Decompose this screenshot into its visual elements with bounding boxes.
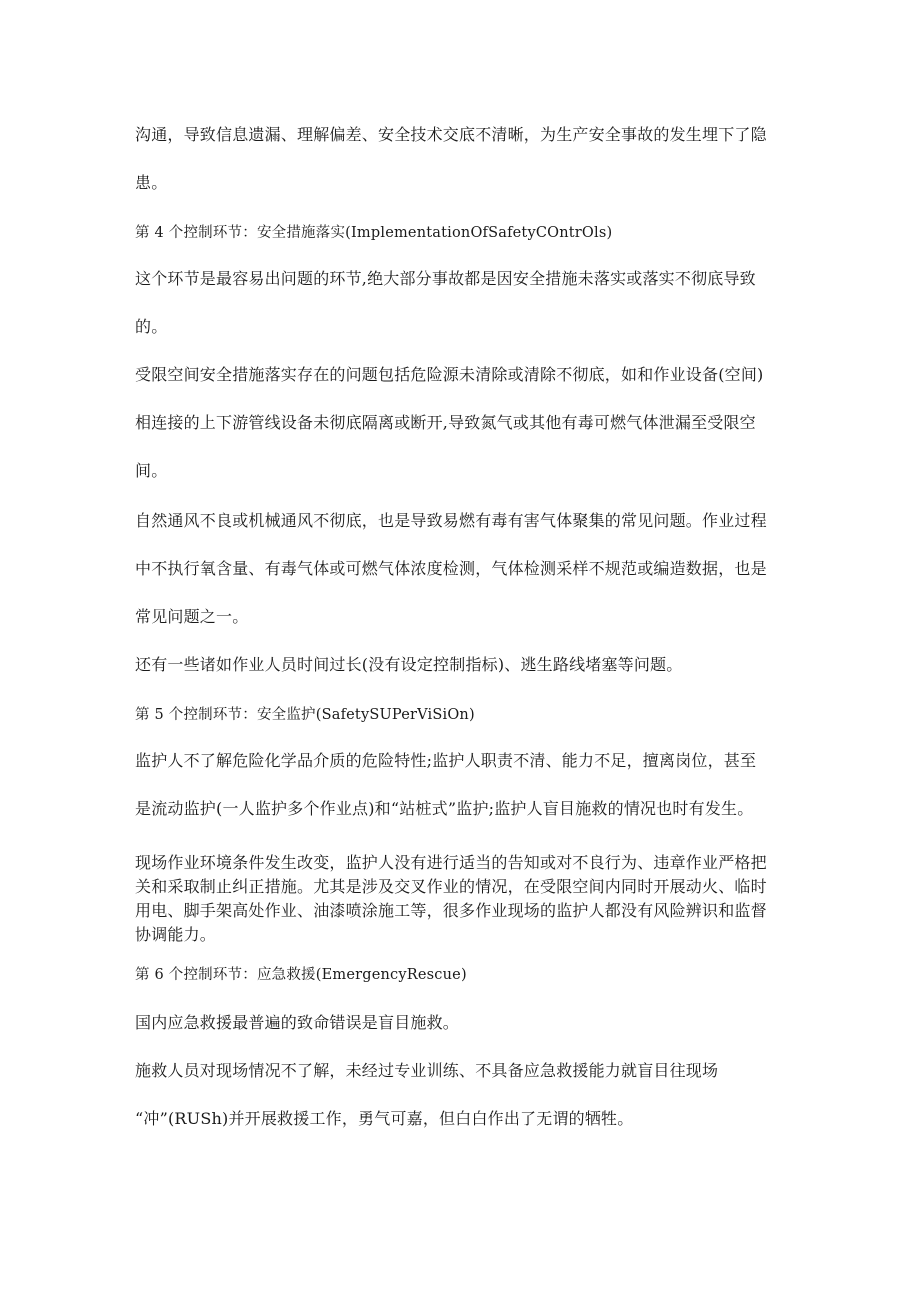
paragraph-line: 现场作业环境条件发生改变，监护人没有进行适当的告知或对不良行为、违章作业严格把 xyxy=(135,853,767,872)
paragraph-line: “冲”(RUSh)并开展救援工作，勇气可嘉，但白白作出了无谓的牺牲。 xyxy=(135,1109,634,1128)
paragraph-line: 用电、脚手架高处作业、油漆喷涂施工等，很多作业现场的监护人都没有风险辨识和监督 xyxy=(135,901,767,920)
paragraph-line: 沟通，导致信息遗漏、理解偏差、安全技术交底不清晰，为生产安全事故的发生埋下了隐 xyxy=(135,125,767,144)
paragraph-line: 受限空间安全措施落实存在的问题包括危险源未清除或清除不彻底，如和作业设备(空间) xyxy=(135,365,764,384)
paragraph-line: 这个环节是最容易出问题的环节,绝大部分事故都是因安全措施未落实或落实不彻底导致 xyxy=(135,269,756,288)
paragraph-line: 患。 xyxy=(135,173,168,192)
paragraph-line: 自然通风不良或机械通风不彻底，也是导致易燃有毒有害气体聚集的常见问题。作业过程 xyxy=(135,511,767,530)
paragraph-line: 中不执行氧含量、有毒气体或可燃气体浓度检测，气体检测采样不规范或编造数据，也是 xyxy=(135,559,767,578)
paragraph-line: 还有一些诸如作业人员时间过长(没有设定控制指标)、逃生路线堵塞等问题。 xyxy=(135,655,683,674)
section-heading: 第 5 个控制环节：安全监护(SafetySUPerViSiOn) xyxy=(135,707,475,723)
paragraph-line: 协调能力。 xyxy=(135,925,217,944)
section-heading: 第 4 个控制环节：安全措施落实(ImplementationOfSafetyCOntrOls) xyxy=(135,225,613,241)
paragraph-line: 施救人员对现场情况不了解，未经过专业训练、不具备应急救援能力就盲目往现场 xyxy=(135,1061,719,1080)
paragraph-line: 相连接的上下游管线设备未彻底隔离或断开,导致氮气或其他有毒可燃气体泄漏至受限空 xyxy=(135,413,756,432)
paragraph-line: 关和采取制止纠正措施。尤其是涉及交叉作业的情况，在受限空间内同时开展动火、临时 xyxy=(135,877,767,896)
paragraph-line: 常见问题之一。 xyxy=(135,607,249,626)
paragraph-line: 监护人不了解危险化学品介质的危险特性;监护人职责不清、能力不足，擅离岗位，甚至 xyxy=(135,751,757,770)
paragraph-line: 的。 xyxy=(135,317,168,336)
paragraph-line: 间。 xyxy=(135,461,168,480)
section-heading: 第 6 个控制环节：应急救援(EmergencyRescue) xyxy=(135,967,467,983)
paragraph-line: 国内应急救援最普遍的致命错误是盲目施救。 xyxy=(135,1013,460,1032)
paragraph-line: 是流动监护(一人监护多个作业点)和“站桩式”监护;监护人盲目施救的情况也时有发生。 xyxy=(135,799,754,818)
